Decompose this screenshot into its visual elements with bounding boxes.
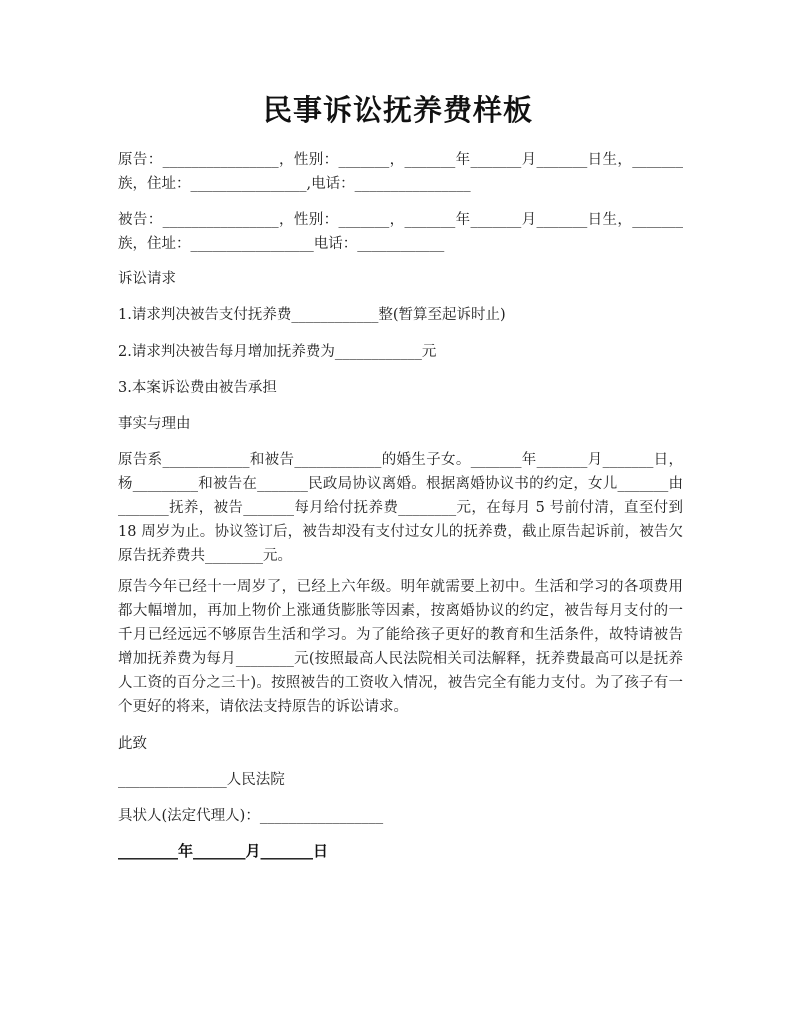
- claims-heading: 诉讼请求: [118, 271, 176, 287]
- facts-heading: 事实与理由: [118, 416, 191, 432]
- claim-2: 2.请求判决被告每月增加抚养费为____________元: [118, 344, 437, 360]
- facts-paragraph-2: 原告今年已经十一周岁了，已经上六年级。明年就需要上初中。生活和学习的各项费用都大幅增加，再加上物价上涨通货膨胀等因素，按离婚协议的约定，被告每月支付的一千月已经远远不够原告生活和学习。为了能给孩子更好的教育和生活条件，故特请被告增加抚养费为每月________元(按照最高人民法院相关司法解释，抚养费最高可以是抚养人工资的百分之三十)。按照被告的工资收入情况，被告完全有能力支付。为了孩子有一个更好的将来，请依法支持原告的诉讼请求。: [118, 579, 683, 715]
- claim-1: 1.请求判决被告支付抚养费____________整(暂算至起诉时止): [118, 307, 506, 323]
- defendant-info: 被告：________________，性别：_______，_______年_______月_______日生，_______族，住址：_________________电话：____________: [118, 212, 683, 252]
- plaintiff-info: 原告：________________，性别：_______，_______年_______月_______日生，_______族，住址：________________,电话：________________: [118, 152, 683, 192]
- signer-line: 具状人(法定代理人)：_________________: [118, 808, 384, 824]
- facts-paragraph-1: 原告系____________和被告____________的婚生子女。_______年_______月_______日，杨_________和被告在_______民政局协议离婚。根据离婚协议书的约定，女儿_______由_______抚养，被告_______每月给付抚养费________元，在每月 5 号前付清，直至付到 18 周岁为止。协议签订后，被告却没有支付过女儿的抚养费，截止原告起诉前，被告欠原告抚养费共________元。: [118, 452, 688, 564]
- document-title: 民事诉讼抚养费样板: [262, 93, 533, 127]
- claim-3: 3.本案诉讼费由被告承担: [118, 380, 277, 396]
- closing-salutation: 此致: [118, 736, 147, 752]
- court-name-line: _______________人民法院: [118, 772, 285, 788]
- date-line: ________年_______月_______日: [118, 842, 329, 860]
